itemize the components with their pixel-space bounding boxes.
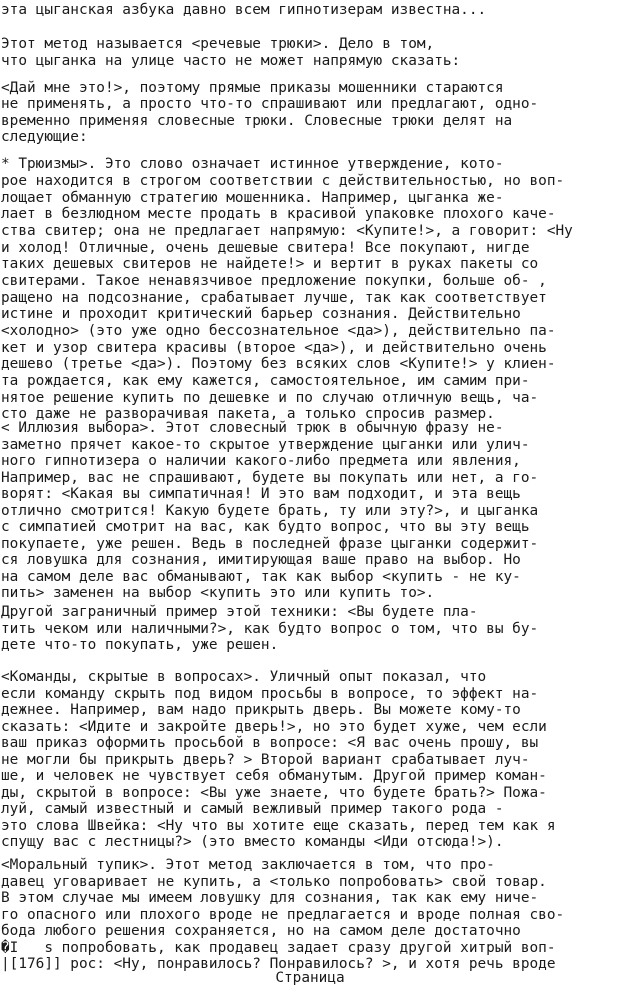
- text-line: сто даже не разворачивая пакета, а только спросив размер.: [1, 406, 495, 422]
- text-line: пить> заменен на выбор <купить это или купить то>.: [1, 585, 435, 601]
- text-line: таких дешевых свитеров не найдете!> и вертит в руках пакеты со: [1, 256, 539, 272]
- text-line: ваш приказ оформить просьбой в вопросе: <Я вас очень прошу, вы: [1, 735, 539, 751]
- text-line: дете что-то покупать, уже решен.: [1, 637, 279, 653]
- text-line: лощает обманную стратегию мошенника. Например, цыганка же-: [1, 190, 504, 206]
- text-line: * Трюизмы>. Это слово означает истинное утверждение, кото-: [1, 156, 504, 172]
- text-line: заметно прячет какое-то скрытое утверждение цыганки или улич-: [1, 437, 530, 453]
- text-line: ного гипнотизера о наличии какого-либо предмета или явления,: [1, 453, 521, 469]
- text-line: кет и узор свитера красивы (второе <да>), и действительно очень: [1, 340, 547, 356]
- text-line: свитерами. Такое ненавязчивое предложение покупки, больше об- ,: [1, 273, 547, 289]
- text-line: с симпатией смотрит на вас, как будто вопрос, что вы эту вещь: [1, 519, 530, 535]
- text-line: истине и проходит критический барьер сознания. Действительно: [1, 306, 521, 322]
- text-line: дешево (третье <да>). Поэтому без всяких слов <Купите!> у клиен-: [1, 356, 556, 372]
- text-line: тить чеком или наличными?>, как будто вопрос о том, что вы бу-: [1, 621, 539, 637]
- text-line: та рождается, как ему кажется, самостоятельное, им самим при-: [1, 373, 530, 389]
- text-line: луй, самый известный и самый вежливый пример такого рода -: [1, 801, 504, 817]
- text-line: отлично смотрится! Какую будете брать, ту или эту?>, и цыганка: [1, 503, 539, 519]
- text-line: Другой заграничный пример этой техники: <Вы будете пла-: [1, 604, 478, 620]
- text-line: <Моральный тупик>. Этот метод заключается в том, что про-: [1, 857, 495, 873]
- text-line: покупаете, уже решен. Ведь в последней фразе цыганки содержит-: [1, 536, 539, 552]
- text-line: если команду скрыть под видом просьбы в вопросе, то эффект на-: [1, 686, 539, 702]
- text-line: нятое решение купить по дешевке и по случаю отличную вещь, ча-: [1, 390, 539, 406]
- text-line: ворят: <Какая вы симпатичная! И это вам подходит, и эта вещь: [1, 486, 521, 502]
- text-line: <Команды, скрытые в вопросах>. Уличный опыт показал, что: [1, 669, 487, 685]
- text-line: спущу вас с лестницы?> (это вместо команды <Иди отсюда!>).: [1, 834, 504, 850]
- text-line: что цыганка на улице часто не может напрямую сказать:: [1, 53, 461, 69]
- text-line: ся ловушка для сознания, имитирующая ваше право на выбор. Но: [1, 552, 521, 568]
- text-line: <Дай мне это!>, поэтому прямые приказы мошенники стараются: [1, 80, 504, 96]
- text-line: сказать: <Идите и закройте дверь!>, но это будет хуже, чем если: [1, 719, 547, 735]
- text-line: следующие:: [1, 129, 88, 145]
- page-footer-label: Страница: [275, 970, 345, 986]
- text-line: < Иллюзия выбора>. Этот словесный трюк в обычную фразу не-: [1, 420, 504, 436]
- text-line: Например, вас не спрашивают, будете вы покупать или нет, а го-: [1, 470, 539, 486]
- text-line: лает в безлюдном месте продать в красивой упаковке плохого каче-: [1, 206, 556, 222]
- text-line: бода любого решения сохраняется, но на самом деле достаточно: [1, 923, 521, 939]
- text-line: эта цыганская азбука давно всем гипнотизерам известна...: [1, 2, 487, 18]
- text-line: дежнее. Например, вам надо прикрыть дверь. Вы можете кому-то: [1, 702, 521, 718]
- text-line: и холод! Отличные, очень дешевые свитера! Все покупают, нигде: [1, 240, 530, 256]
- text-line: �I s попробовать, как продавец задает сразу другой хитрый воп-: [1, 940, 556, 956]
- text-line: ше, и человек не чувствует себя обманутым. Другой пример коман-: [1, 768, 547, 784]
- text-line: го опасного или плохого вроде не предлагается и вроде полная сво-: [1, 907, 565, 923]
- text-line: рое находится в строгом соответствии с действительностью, но воп-: [1, 173, 565, 189]
- text-line: давец уговаривает не купить, а <только попробовать> свой товар.: [1, 874, 547, 890]
- text-line: ращено на подсознание, срабатывает лучше, так как соответствует: [1, 290, 547, 306]
- text-line: не могли бы прикрыть дверь? > Второй вариант срабатывает луч-: [1, 752, 530, 768]
- text-line: временно применяя словесные трюки. Словесные трюки делят на: [1, 113, 513, 129]
- text-line: на самом деле вас обманывают, так как выбор <купить - не ку-: [1, 569, 521, 585]
- text-line: В этом случае мы имеем ловушку для сознания, так как ему ниче-: [1, 890, 539, 906]
- text-line: не применять, а просто что-то спрашивают или предлагают, одно-: [1, 96, 539, 112]
- text-line: ства свитер; она не предлагает напрямую: <Купите!>, а говорит: <Ну: [1, 223, 573, 239]
- text-line: |[176]] рос: <Ну, понравилось? Понравилось? >, и хотя речь вроде: [1, 956, 556, 972]
- text-line: <холодно> (это уже одно бессознательное <да>), действительно па-: [1, 323, 556, 339]
- text-line: это слова Швейка: <Ну что вы хотите еще сказать, перед тем как я: [1, 818, 556, 834]
- text-line: Этот метод называется <речевые трюки>. Дело в том,: [1, 36, 435, 52]
- text-line: ды, скрытой в вопросе: <Вы уже знаете, что будете брать?> Пожа-: [1, 785, 547, 801]
